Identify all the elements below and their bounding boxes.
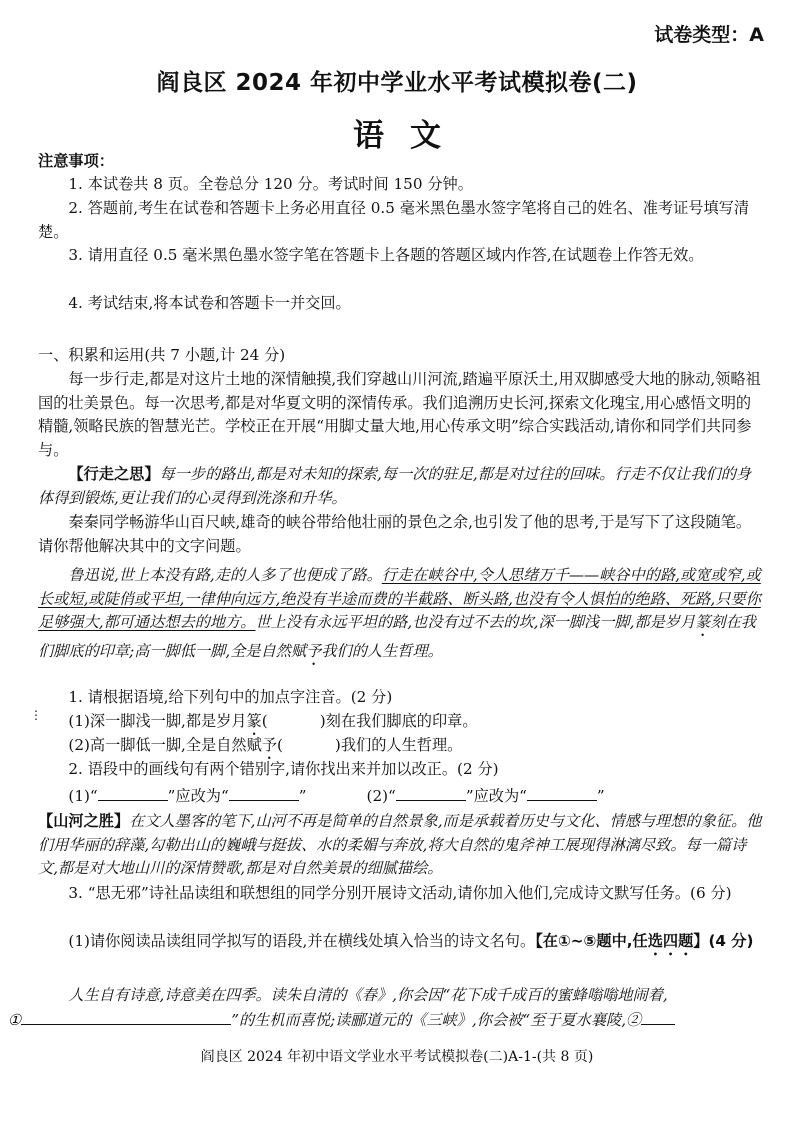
underlined-sentence: 行走在峡谷中,令人思绪万千——峡谷中的路,或宽或窄,或长或短,或陡俏或平坦,一律伸向远方,绝没有半途而费的半截路、断头路,也没有令人惧怕的绝路、死路,只要你足够强大,都可通达想去的地方。 (38, 566, 761, 631)
answer-blank[interactable] (283, 734, 335, 750)
question-3: 3. “思无邪”诗社品读组和联想组的同学分别开展诗文活动,请你加入他们,完成诗文默写任务。(6 分) (68, 884, 732, 902)
section-intro: 每一步行走,都是对这片土地的深情触摸,我们穿越山川河流,踏遍平原沃土,用双脚感受大地的脉动,领略祖国的壮美景色。每一次思考,都是对华夏文明的深情传承。我们追溯历史长河,探索文化瑰宝,用心感悟文明的精髓,领略民族的智慧光芒。学校正在开展“用脚丈量大地,用心传承文明”综合实践活动,请你和同学们共同参与。 (38, 370, 761, 459)
notes-heading: 注意事项： (38, 152, 114, 170)
part1-task: 秦秦同学畅游华山百尺峡,雄奇的峡谷带给他壮丽的景色之余,也引发了他的思考,于是写下了这段随笔。请你帮他解决其中的文字问题。 (38, 513, 752, 555)
question-3-1: (1)请你阅读品读组同学拟写的语段,并在横线处填入恰当的诗文名句。【在①~⑤题中,任选四题】(4 分) (68, 932, 754, 950)
part-tag: 【山河之胜】 (38, 812, 130, 830)
note-item: 1. 本试卷共 8 页。全卷总分 120 分。考试时间 150 分钟。 (68, 175, 473, 193)
section-heading: 一、积累和运用(共 7 小题,计 24 分) (38, 346, 286, 364)
answer-blank[interactable] (21, 1008, 231, 1025)
answer-blank[interactable] (229, 784, 299, 801)
question-3-passage: 人生自有诗意,诗意美在四季。读朱自清的《春》,你会因“花下成千成百的蜜蜂嗡嗡地闹着, ① ”的生机而喜悦;读郦道元的《三峡》,你会被“至于夏水襄陵,② (38, 984, 763, 1032)
note-item: 4. 考试结束,将本试卷和答题卡一并交回。 (68, 294, 351, 312)
answer-blank[interactable] (527, 784, 597, 801)
question-1: 1. 请根据语境,给下列句中的加点字注音。(2 分) (68, 688, 393, 706)
question-2-blanks: (1)“ ”应改为“ ” (2)“ ”应改为“ ” (38, 784, 763, 809)
answer-blank[interactable] (396, 784, 466, 801)
note-item: 3. 请用直径 0.5 毫米黑色墨水签字笔在答题卡上各题的答题区域内作答,在试题卷上作答无效。 (68, 246, 704, 264)
paper-type-label: 试卷类型：A (654, 24, 764, 46)
essay-passage: 鲁迅说,世上本没有路,走的人多了也便成了路。行走在峡谷中,令人思绪万千——峡谷中的路,或宽或窄,或长或短,或陡俏或平坦,一律伸向远方,绝没有半途而费的半截路、断头路,也没有令人惧怕的绝路、死路,只要你足够强大,都可通达想去的地方。世上没有永远平坦的路,也没有过不去的坎,深一脚浅一脚,都是岁月篆刻在我们脚底的印章;高一脚低一脚,全是自然赋予我们的人生哲理。 (38, 566, 761, 660)
answer-blank[interactable] (268, 710, 320, 726)
margin-mark: ⋮ (30, 708, 42, 722)
note-item: 2. 答题前,考生在试卷和答题卡上务必用直径 0.5 毫米黑色墨水签字笔将自己的姓名、准考证号填写清楚。 (38, 199, 750, 241)
question-1a: (1)深一脚浅一脚,都是岁月篆( )刻在我们脚底的印章。 (68, 712, 478, 730)
part-walking-thoughts: 【行走之思】每一步的路出,都是对未知的探索,每一次的驻足,都是对过往的回味。行走不仅让我们的身体得到锻炼,更让我们的心灵得到洗涤和升华。 (38, 465, 752, 507)
part-mountains-rivers: 【山河之胜】在文人墨客的笔下,山河不再是简单的自然景象,而是承载着历史与文化、情感与理想的象征。他们用华丽的辞藻,勾勒出山的巍峨与挺拔、水的柔媚与奔放,将大自然的鬼斧神工展现得淋漓尽致。每一篇诗文,都是对大地山川的深情赞歌,都是对自然美景的细腻描绘。 (38, 812, 762, 877)
answer-blank[interactable] (641, 1008, 675, 1025)
subject-title: 语文 (353, 118, 467, 154)
answer-blank[interactable] (98, 784, 168, 801)
question-2: 2. 语段中的画线句有两个错别字,请你找出来并加以改正。(2 分) (68, 760, 499, 778)
exam-title: 阎良区 2024 年初中学业水平考试模拟卷(二) (156, 70, 638, 96)
part-tag: 【行走之思】 (68, 465, 160, 483)
page-footer: 阎良区 2024 年初中语文学业水平考试模拟卷(二)A-1-(共 8 页) (200, 1049, 594, 1065)
question-1b: (2)高一脚低一脚,全是自然赋予( )我们的人生哲理。 (68, 736, 463, 754)
